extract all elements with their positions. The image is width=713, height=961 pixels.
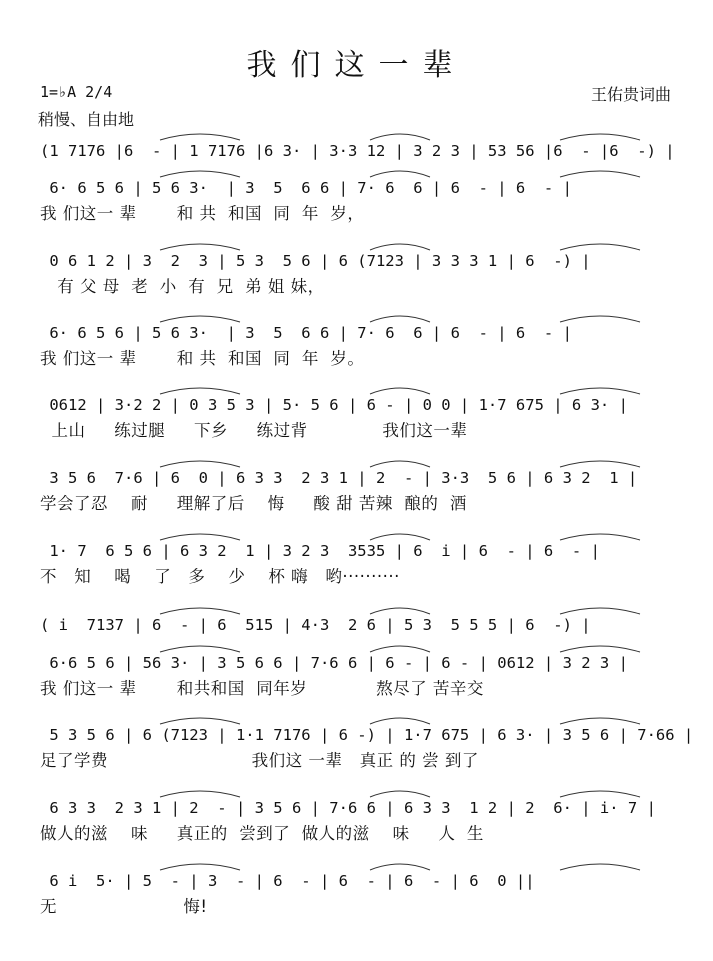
score-line xyxy=(40,868,690,920)
score-line xyxy=(40,175,690,227)
key-signature: 1=♭A 2/4 xyxy=(40,83,113,101)
lyric-line: 上山 练过腿 下乡 练过背 我们这一辈 xyxy=(40,421,468,440)
score-line xyxy=(40,722,694,774)
notation-line: 0612 | 3·2 2 | 0 3 5 3 | 5· 5 6 | 6 - | 0 0 | 1·7 675 | 6 3· | xyxy=(40,396,628,414)
notation-line: 6· 6 5 6 | 5 6 3· | 3 5 6 6 | 7· 6 6 | 6 - | 6 - | xyxy=(40,324,572,342)
notation-line: 6· 6 5 6 | 5 6 3· | 3 5 6 6 | 7· 6 6 | 6 - | 6 - | xyxy=(40,179,572,197)
notation-line: 6·6 5 6 | 56 3· | 3 5 6 6 | 7·6 6 | 6 - | 6 - | 0612 | 3 2 3 | xyxy=(40,654,628,672)
score-line xyxy=(40,538,690,590)
lyric-line: 我 们这一 辈 和共和国 同年岁 熬尽了 苦辛交 xyxy=(40,679,484,698)
song-title: 我们这一辈 xyxy=(246,48,467,83)
score-line xyxy=(40,248,690,300)
score-line xyxy=(40,650,690,702)
notation-line: 3 5 6 7·6 | 6 0 | 6 3 3 2 3 1 | 2 - | 3·3 5 6 | 6 3 2 1 | xyxy=(40,469,638,487)
notation-line: 0 6 1 2 | 3 2 3 | 5 3 5 6 | 6 (7123 | 3 3 3 1 | 6 -) | xyxy=(40,252,591,270)
lyric-line: 无 悔! xyxy=(40,897,208,916)
lyric-line: 学会了忍 耐 理解了后 悔 酸 甜 苦辣 酿的 酒 xyxy=(40,494,467,513)
notation-line: 6 i 5· | 5 - | 3 - | 6 - | 6 - | 6 - | 6 0 || xyxy=(40,872,535,890)
notation-line: (1 7176 |6 - | 1 7176 |6 3· | 3·3 12 | 3 2 3 | 53 56 |6 - |6 -) | xyxy=(40,142,675,160)
notation-line: 6 3 3 2 3 1 | 2 - | 3 5 6 | 7·6 6 | 6 3 3 1 2 | 2 6· | i· 7 | xyxy=(40,799,656,817)
lyric-line: 有 父 母 老 小 有 兄 弟 姐 妹， xyxy=(40,277,325,296)
score-line xyxy=(40,795,690,847)
score-line xyxy=(40,320,690,372)
lyric-line: 足了学费 我们这 一辈 真正 的 尝 到了 xyxy=(40,751,479,770)
score-line xyxy=(40,392,690,444)
composer-credit: 王佑贵词曲 xyxy=(590,85,671,104)
notation-line: 1· 7 6 5 6 | 6 3 2 1 | 3 2 3 3535 | 6 i | 6 - | 6 - | xyxy=(40,542,600,560)
lyric-line: 做人的滋 味 真正的 尝到了 做人的滋 味 人 生 xyxy=(40,824,484,843)
score-line xyxy=(40,465,690,517)
lyric-line: 不 知 喝 了 多 少 杯 嗨 哟·········· xyxy=(40,567,400,586)
tempo-marking: 稍慢、自由地 xyxy=(38,110,135,129)
notation-line: ( i 7137 | 6 - | 6 515 | 4·3 2 6 | 5 3 5 5 5 | 6 -) | xyxy=(40,616,591,634)
lyric-line: 我 们这一 辈 和 共 和国 同 年 岁， xyxy=(40,204,365,223)
lyric-line: 我 们这一 辈 和 共 和国 同 年 岁。 xyxy=(40,349,365,368)
notation-line: 5 3 5 6 | 6 (7123 | 1·1 7176 | 6 -) | 1·7 675 | 6 3· | 3 5 6 | 7·66 | xyxy=(40,726,694,744)
